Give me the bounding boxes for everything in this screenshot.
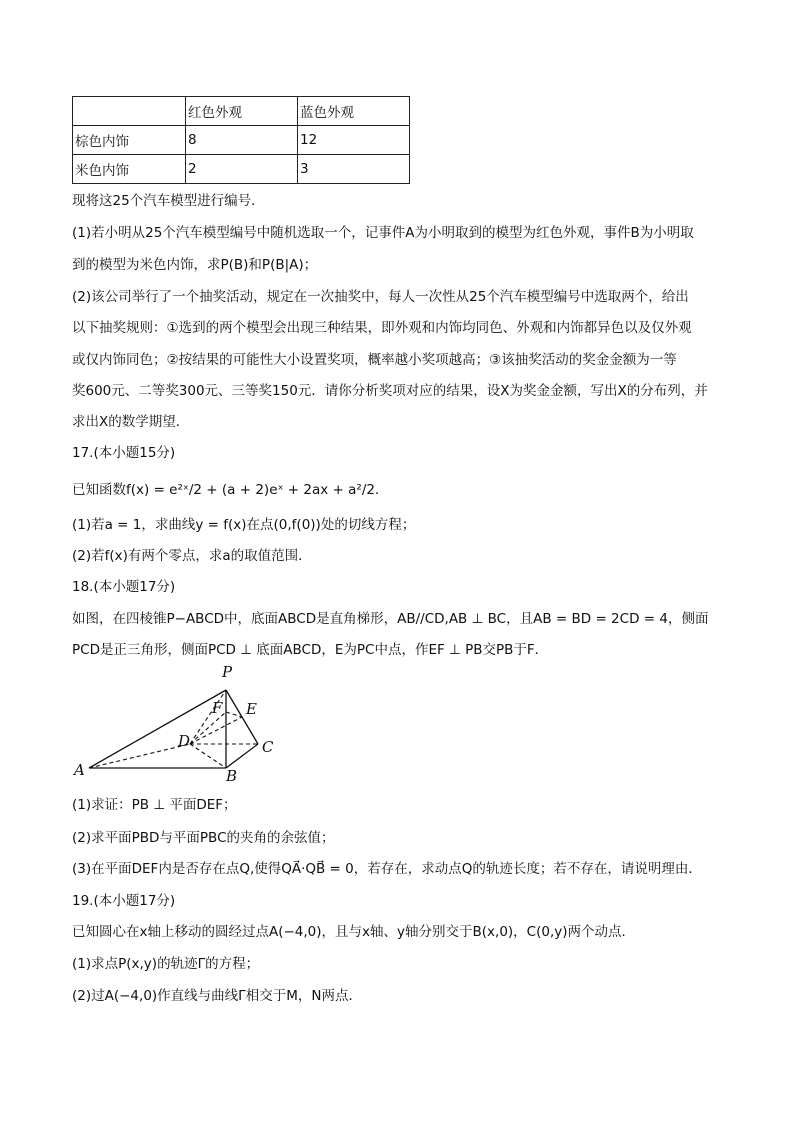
label-f: F [212,699,223,717]
edge-ad [89,744,190,768]
data-table [72,96,410,184]
table-row [73,155,410,184]
edge-bc [226,744,258,768]
question-17-function: 已知函数f(x) = e²ˣ/2 + (a + 2)eˣ + 2ax + a²/2． [72,482,389,498]
label-c: C [262,738,274,756]
text-line: 以下抽奖规则：①选到的两个模型会出现三种结果，即外观和内饰均同色、外观和内饰都异色以及仅外观 [72,320,692,336]
table-cell: 蓝色外观 [298,97,410,126]
question-18-part-2: (2)求平面PBD与平面PBC的夹角的余弦值； [72,830,335,846]
question-18-heading: 18.(本小题17分) [72,579,176,595]
table-row [73,126,410,155]
text-line: 到的模型为米色内饰，求P(B)和P(B|A)； [72,257,318,273]
question-17-heading: 17.(本小题15分) [72,445,176,461]
table-cell: 12 [298,126,410,155]
label-e: E [246,700,257,718]
question-16-part-1: (1)若小明从25个汽车模型编号中随机选取一个，记事件A为小明取到的模型为红色外观，事件B为小明取 [72,225,694,241]
table-cell: 2 [186,155,298,184]
table-cell: 米色内饰 [73,155,186,184]
label-a: A [74,761,85,779]
table-cell [73,97,186,126]
question-18-part-3: (3)在平面DEF内是否存在点Q,使得QA⃗·QB⃗ = 0，若存在，求动点Q的轨迹长度；若不存在，请说明理由． [72,861,702,877]
table-cell: 3 [298,155,410,184]
label-b: B [226,767,238,785]
question-19-part-2: (2)过A(−4,0)作直线与曲线Γ相交于M，N两点． [72,988,362,1004]
pyramid-figure [70,660,290,785]
table-cell: 棕色内饰 [73,126,186,155]
text-line: 现将这25个汽车模型进行编号． [72,193,265,209]
edge-pa [89,690,226,768]
edge-db [190,744,226,768]
question-17-part-2: (2)若f(x)有两个零点，求a的取值范围． [72,548,312,564]
table-cell: 8 [186,126,298,155]
question-18-part-1: (1)求证：PB ⊥ 平面DEF； [72,797,237,813]
table-cell: 红色外观 [186,97,298,126]
edge-de [190,717,242,744]
label-p: P [222,663,233,681]
text-line: 求出X的数学期望． [72,414,190,430]
text-line: 或仅内饰同色；②按结果的可能性大小设置奖项，概率越小奖项越高；③该抽奖活动的奖金金额为一等 [72,352,677,368]
question-18-statement: 如图，在四棱锥P−ABCD中，底面ABCD是直角梯形，AB//CD,AB ⊥ BC，且AB = BD = 2CD = 4，侧面 [72,611,709,627]
table-header-row [73,97,410,126]
question-19-heading: 19.(本小题17分) [72,893,176,909]
question-19-statement: 已知圆心在x轴上移动的圆经过点A(−4,0)，且与x轴、y轴分别交于B(x,0)，C(0,y)两个动点． [72,924,636,940]
text-line: 奖600元、二等奖300元、三等奖150元．请你分析奖项对应的结果，设X为奖金金额，写出X的分布列，并 [72,383,708,399]
question-17-part-1: (1)若a = 1，求曲线y = f(x)在点(0,f(0))处的切线方程； [72,517,416,533]
label-d: D [178,732,191,750]
question-19-part-1: (1)求点P(x,y)的轨迹Γ的方程； [72,956,260,972]
text-line: PCD是正三角形，侧面PCD ⊥ 底面ABCD，E为PC中点，作EF ⊥ PB交PB于F． [72,642,549,658]
question-16-part-2: (2)该公司举行了一个抽奖活动，规定在一次抽奖中，每人一次性从25个汽车模型编号中选取两个，给出 [72,289,689,305]
